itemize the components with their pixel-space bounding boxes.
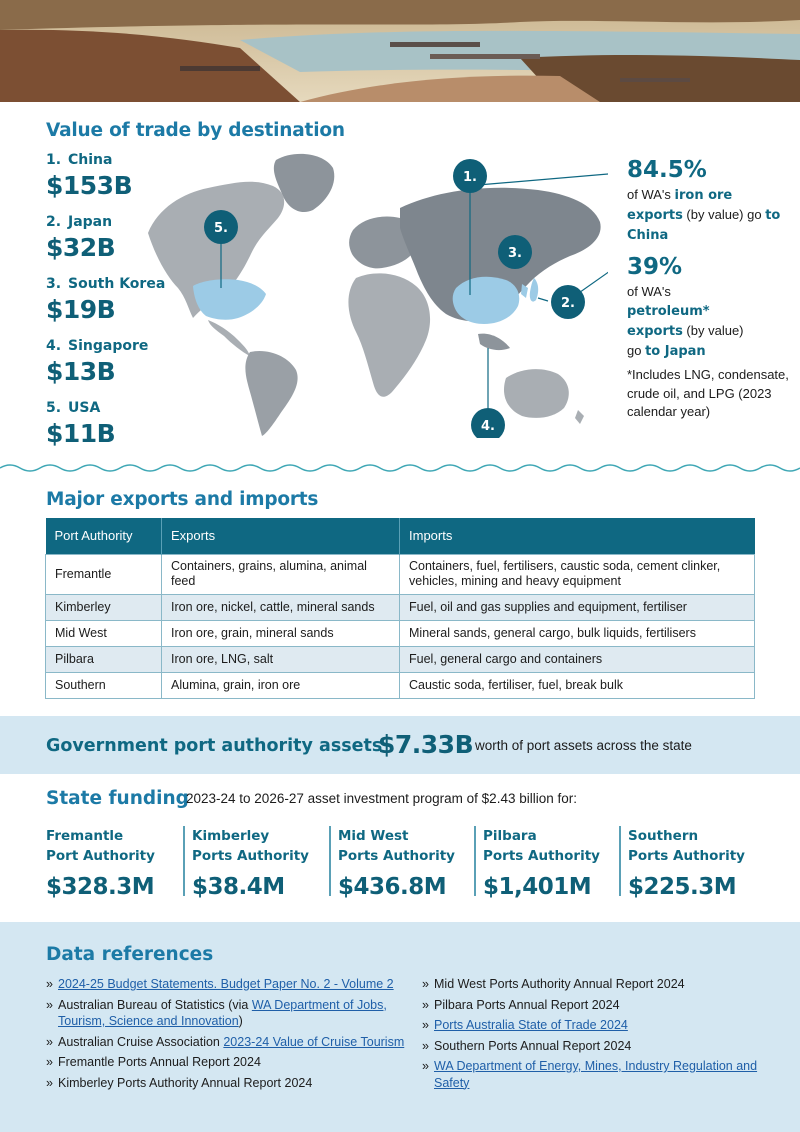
marker-singapore (471, 408, 505, 438)
funding-name-line1: Kimberley (192, 828, 270, 844)
korea-shape (521, 284, 528, 298)
destination-value: $32B (46, 233, 116, 262)
china-shape (453, 277, 520, 324)
funding-amount: $225.3M (628, 874, 737, 900)
cell-port: Fremantle (46, 554, 162, 594)
funding-item (46, 826, 186, 898)
marker-label: 4. (481, 419, 495, 434)
funding-title: State funding (46, 788, 189, 809)
funding-name-line1: Southern (628, 828, 699, 844)
japan-shape (530, 278, 538, 302)
cell-exports: Iron ore, grain, mineral sands (162, 620, 400, 646)
assets-title: Government port authority assets (46, 736, 383, 756)
reference-item: » Australian Bureau of Statistics (via WA Department of Jobs, Tourism, Science and Innovation) (46, 997, 408, 1030)
destination-value: $11B (46, 419, 116, 448)
reference-item: » Australian Cruise Association 2023-24 Value of Cruise Tourism (46, 1034, 408, 1051)
col-port-authority: Port Authority (46, 518, 162, 554)
cell-imports: Caustic soda, fertiliser, fuel, break bulk (400, 672, 755, 698)
iron-ore-percent: 84.5% (627, 157, 707, 183)
cell-exports: Containers, grains, alumina, animal feed (162, 554, 400, 594)
funding-name-line1: Mid West (338, 828, 409, 844)
usa-shape (193, 279, 266, 319)
petroleum-footnote: *Includes LNG, condensate, crude oil, and LPG (2023 calendar year) (627, 367, 789, 419)
southeast-asia-shape (478, 334, 510, 350)
assets-description: worth of port assets across the state (475, 738, 692, 753)
cell-port: Kimberley (46, 594, 162, 620)
petroleum-percent: 39% (627, 254, 683, 280)
destination-name: USA (68, 400, 101, 416)
destination-rank: 4. (46, 338, 62, 354)
exports-title: Major exports and imports (46, 489, 319, 510)
leader-line (478, 173, 608, 185)
trade-title: Value of trade by destination (46, 120, 345, 141)
iron-ore-stat (627, 155, 787, 245)
marker-china (453, 159, 487, 193)
reference-link[interactable]: WA Department of Energy, Mines, Industry Regulation and Safety (434, 1059, 758, 1090)
reference-link[interactable]: WA Department of Jobs, Tourism, Science and Innovation (58, 997, 387, 1028)
table-row (46, 594, 755, 620)
funding-amount: $38.4M (192, 874, 285, 900)
cell-port: Southern (46, 672, 162, 698)
destination-rank: 1. (46, 152, 62, 168)
cell-port: Pilbara (46, 646, 162, 672)
petroleum-text: of WA's petroleum* exports (by value) go to Japan (627, 284, 744, 359)
cell-port: Mid West (46, 620, 162, 646)
funding-item (338, 826, 478, 898)
references-title: Data references (46, 944, 214, 965)
funding-description: 2023-24 to 2026-27 asset investment program of $2.43 billion for: (186, 791, 577, 806)
hero-harbour-photo (0, 0, 800, 102)
table-row (46, 646, 755, 672)
funding-divider (329, 826, 331, 896)
funding-name-line2: Ports Authority (338, 848, 455, 864)
funding-name-line2: Ports Authority (483, 848, 600, 864)
destination-value: $153B (46, 171, 133, 200)
harbour-illustration (0, 0, 800, 102)
reference-item (46, 976, 408, 993)
world-map (138, 138, 608, 438)
references-list-right (422, 976, 762, 1095)
reference-link[interactable]: Ports Australia State of Trade 2024 (434, 1018, 628, 1032)
cell-imports: Mineral sands, general cargo, bulk liquids, fertilisers (400, 620, 755, 646)
petroleum-stat (627, 252, 787, 361)
marker-south-korea (498, 235, 532, 269)
cell-imports: Fuel, general cargo and containers (400, 646, 755, 672)
iron-ore-text: of WA's iron ore exports (by value) go to China (627, 187, 781, 243)
funding-name-line1: Fremantle (46, 828, 124, 844)
central-america-shape (208, 320, 250, 356)
marker-label: 1. (463, 170, 477, 185)
destination-rank: 5. (46, 400, 62, 416)
funding-amount: $436.8M (338, 874, 447, 900)
reference-item (422, 1017, 762, 1034)
ports-table (45, 518, 755, 699)
funding-name-line2: Ports Authority (628, 848, 745, 864)
funding-item (192, 826, 332, 898)
cell-imports: Fuel, oil and gas supplies and equipment, fertiliser (400, 594, 755, 620)
destination-rank: 3. (46, 276, 62, 292)
destination-name: Singapore (68, 338, 149, 354)
marker-label: 5. (214, 221, 228, 236)
destination-name: South Korea (68, 276, 166, 292)
table-row (46, 554, 755, 594)
destination-rank: 2. (46, 214, 62, 230)
reference-item: » Mid West Ports Authority Annual Report 2024 (422, 976, 762, 993)
reference-item: » Southern Ports Annual Report 2024 (422, 1038, 762, 1055)
table-row (46, 620, 755, 646)
col-exports: Exports (162, 518, 400, 554)
wave-divider (0, 462, 800, 474)
marker-usa (204, 210, 238, 244)
funding-divider (474, 826, 476, 896)
reference-link[interactable]: 2024-25 Budget Statements. Budget Paper No. 2 - Volume 2 (58, 977, 394, 991)
funding-name-line1: Pilbara (483, 828, 537, 844)
new-zealand-shape (575, 410, 584, 424)
assets-value: $7.33B (378, 730, 474, 759)
col-imports: Imports (400, 518, 755, 554)
reference-item (422, 1058, 762, 1091)
funding-item (628, 826, 768, 898)
reference-item: » Fremantle Ports Annual Report 2024 (46, 1054, 408, 1071)
references-list-left (46, 976, 408, 1095)
funding-amount: $1,401M (483, 874, 592, 900)
destination-value: $13B (46, 357, 116, 386)
table-header-row (46, 518, 755, 554)
cell-exports: Iron ore, LNG, salt (162, 646, 400, 672)
table-row (46, 672, 755, 698)
funding-name-line2: Port Authority (46, 848, 155, 864)
funding-divider (183, 826, 185, 896)
destination-name: Japan (68, 214, 113, 230)
funding-item (483, 826, 623, 898)
funding-list (46, 826, 786, 898)
africa-shape (348, 273, 430, 396)
leader-line (538, 298, 548, 301)
funding-divider (619, 826, 621, 896)
marker-japan (551, 285, 585, 319)
reference-link[interactable]: 2023-24 Value of Cruise Tourism (223, 1034, 405, 1049)
cell-exports: Iron ore, nickel, cattle, mineral sands (162, 594, 400, 620)
south-america-shape (245, 351, 297, 436)
australia-shape (504, 369, 569, 418)
cell-exports: Alumina, grain, iron ore (162, 672, 400, 698)
marker-label: 3. (508, 246, 522, 261)
marker-label: 2. (561, 296, 575, 311)
destination-value: $19B (46, 295, 116, 324)
reference-item: » Kimberley Ports Authority Annual Report 2024 (46, 1075, 408, 1092)
funding-name-line2: Ports Authority (192, 848, 309, 864)
cell-imports: Containers, fuel, fertilisers, caustic soda, cement clinker, vehicles, mining and heavy equipment (400, 554, 755, 594)
funding-amount: $328.3M (46, 874, 155, 900)
destination-name: China (68, 152, 113, 168)
reference-item: » Pilbara Ports Annual Report 2024 (422, 997, 762, 1014)
